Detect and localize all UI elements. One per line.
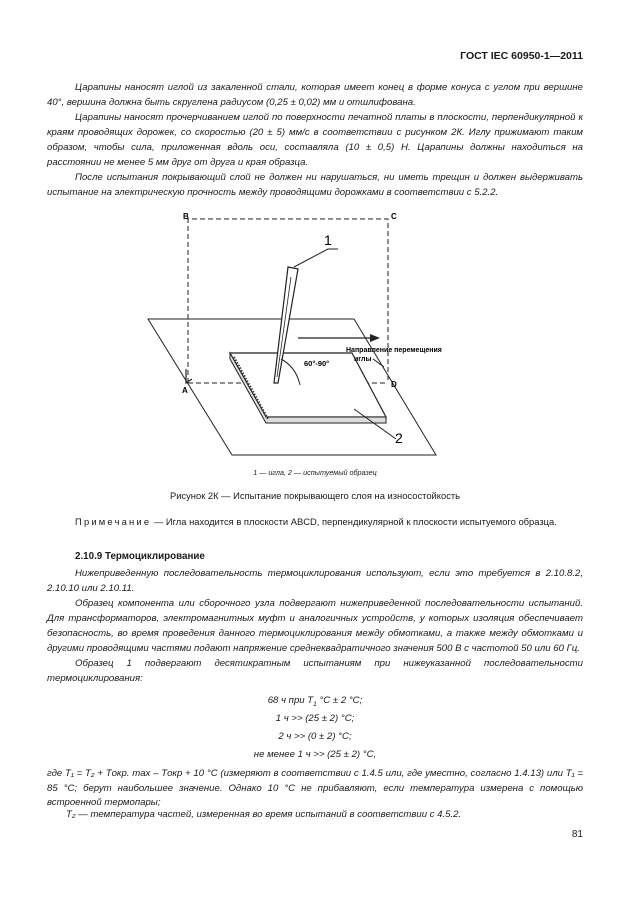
angle-label: 60°-90° [304,359,330,368]
direction-label-1: Направление перемещения [346,347,442,354]
corner-b: B [183,212,189,221]
document-header: ГОСТ IEC 60950-1—2011 [460,50,583,62]
leader-line-1 [294,249,328,267]
paragraph-specimen: Образец компонента или сборочного узла подвергают нижеприведенной последовательности испытаний. Для трансформаторов, электромагнитных муфт и аналогичных устройств, у которых изоляция обеспечивает безопасность, во время проведения данного термоциклирования между обмотками, а также между обмотками и другими проводящими частями подают напряжение среднеквадратичного значения 500 В с частотой 50 или 60 Гц. [47,598,583,654]
note-text: — Игла находится в плоскости ABCD, перпендикулярной к плоскости испытуемого образца. [151,516,557,527]
cycle-step-4: не менее 1 ч >> (25 ± 2) °С, [253,749,377,760]
corner-d: D [391,380,397,389]
label-specimen: 2 [395,430,403,446]
corner-c: C [391,212,397,221]
cycle-step-2: 1 ч >> (25 ± 2) °С; [275,713,355,724]
section-heading: 2.10.9 Термоциклирование [75,551,205,562]
figure-2k-diagram [140,207,470,462]
intro-text [47,80,583,200]
cycle-step-1: 68 ч при $T_1$ °С ± 2 °С; [267,695,363,708]
note-label: Примечание [75,516,152,527]
corner-a: A [182,386,188,395]
paragraph-sequence-usage: Нижеприведенную последовательность термоциклирования используют, если это требуется в 2.10.8.2, 2.10.10 или 2.10.11. [47,568,583,594]
figure-caption: Рисунок 2К — Испытание покрывающего слоя на износостойкость [169,490,461,501]
section-text [47,566,583,686]
cycle-step-3: 2 ч >> (0 ± 2) °С; [278,731,352,742]
direction-label-2: иглы [354,356,372,363]
where-definition-t2: T₂ — температура частей, измеренная во время испытаний в соответствии с 4.5.2. [66,809,462,820]
where-definition-t1: где T₁ = T₂ + Tокр. max – Tокр + 10 °С (измеряют в соответствии с 1.4.5 или, где уместно, согласно 1.4.13) или T₁ = 85 °С; берут наибольшее значение. Однако 10 °С не прибавляют, если температура измерена с помощью встроенной термопары; [47,768,583,808]
figure-note [47,515,583,528]
paragraph-scratch-method: Царапины наносят прочерчиванием иглой по поверхности печатной платы в плоскости, перпендикулярной к краям проводящих дорожек, со скоростью (20 ± 5) мм/с в соответствии с рисунком 2К. Иглу прижимают таким образом, чтобы сила, приложенная вдоль оси, составляла (10 ± 0,5) Н. Царапины должны находиться на расстоянии не менее 5 мм друг от друга и края образца. [47,112,583,168]
paragraph-needle-spec: Царапины наносят иглой из закаленной стали, которая имеет конец в форме конуса с углом при вершине 40°, вершина должна быть скруглена радиусом (0,25 ± 0,02) мм и отшлифована. [47,82,583,108]
page-number: 81 [571,829,583,840]
figure-legend: 1 — игла, 2 — испытуемый образец [253,468,377,477]
label-needle: 1 [324,232,332,248]
paragraph-sample-1: Образец 1 подвергают десятикратным испытаниям при нижеуказанной последовательности термоциклирования: [47,658,583,684]
paragraph-after-test: После испытания покрывающий слой не должен ни нарушаться, ни иметь трещин и должен выдерживать испытание на электрическую прочность между проводящими дорожками в соответствии с 5.2.2. [47,172,583,198]
arrow-head [370,334,380,342]
mark-a [186,369,192,383]
